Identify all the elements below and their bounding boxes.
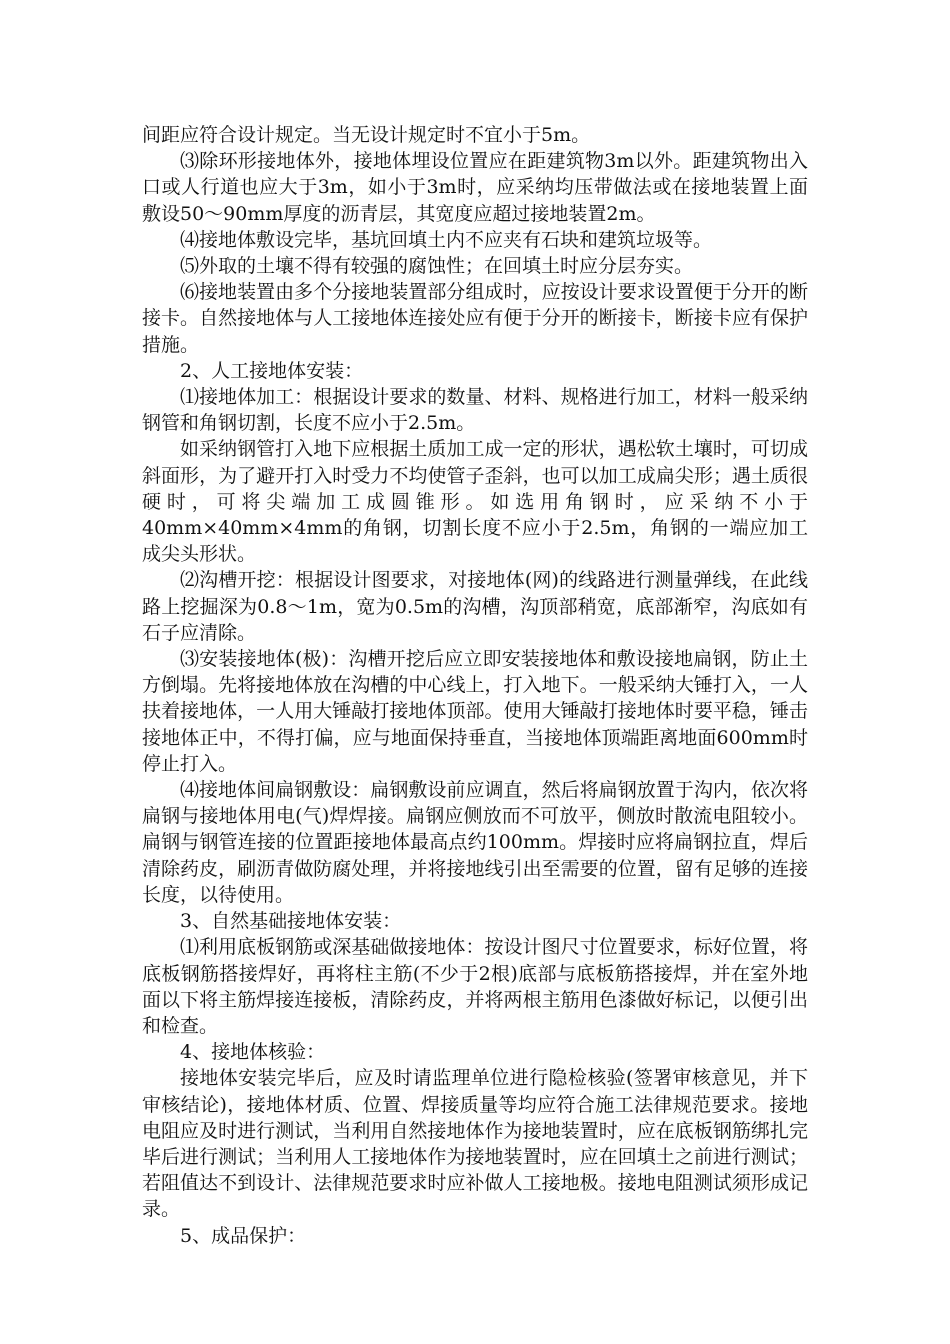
- document-body: [142, 122, 808, 1249]
- section-heading-5-product-protection: 5、成品保护：: [180, 1224, 307, 1247]
- paragraph-item-6-disconnect-clamp: ⑹接地装置由多个分接地装置部分组成时，应按设计要求设置便于分开的断接卡。自然接地体与人工接地体连接处应有便于分开的断接卡，断接卡应有保护措施。: [142, 281, 808, 356]
- paragraph-item-4-backfill: ⑷接地体敷设完毕，基坑回填土内不应夹有石块和建筑垃圾等。: [180, 228, 713, 251]
- paragraph-item-5-soil: ⑸外取的土壤不得有较强的腐蚀性；在回填土时应分层夯实。: [180, 255, 694, 278]
- paragraph-item-3-install-electrode: ⑶安装接地体(极)：沟槽开挖后应立即安装接地体和敷设接地扁钢，防止土方倒塌。先将接地体放在沟槽的中心线上，打入地下。一般采纳大锤打入，一人扶着接地体，一人用大锤敲打接地体顶部。使用大锤敲打接地体时要平稳，锤击接地体正中，不得打偏，应与地面保持垂直，当接地体顶端距离地面600mm时停止打入。: [142, 648, 808, 775]
- paragraph-item-2-trench: ⑵沟槽开挖：根据设计图要求，对接地体(网)的线路进行测量弹线，在此线路上挖掘深为0.8～1m，宽为0.5m的沟槽，沟顶部稍宽，底部渐窄，沟底如有石子应清除。: [142, 569, 808, 644]
- paragraph-inspection-details: 接地体安装完毕后，应及时请监理单位进行隐检核验(签署审核意见，并下审核结论)，接地体材质、位置、焊接质量等均应符合施工法律规范要求。接地电阻应及时进行测试，当利用自然接地体作为接地装置时，应在底板钢筋绑扎完毕后进行测试；当利用人工接地体作为接地装置时，应在回填土之前进行测试；若阻值达不到设计、法律规范要求时应补做人工接地极。接地电阻测试须形成记录。: [142, 1067, 808, 1221]
- section-heading-3-natural-foundation: 3、自然基础接地体安装：: [180, 910, 402, 933]
- section-heading-4-inspection: 4、接地体核验：: [180, 1041, 326, 1064]
- paragraph-item-3-burial-position: ⑶除环形接地体外，接地体埋设位置应在距建筑物3m以外。距建筑物出入口或人行道也应大于3m，如小于3m时，应采纳均压带做法或在接地装置上面敷设50～90mm厚度的沥青层，其宽度应超过接地装置2m。: [142, 150, 808, 225]
- paragraph-steel-pipe-shaping: 如采纳钢管打入地下应根据土质加工成一定的形状，遇松软土壤时，可切成斜面形，为了避开打入时受力不均使管子歪斜，也可以加工成扁尖形；遇土质很硬时，可将尖端加工成圆锥形。如选用角钢时，应采纳不小于40mm×40mm×4mm的角钢，切割长度不应小于2.5m，角钢的一端应加工成尖头形状。: [142, 438, 808, 566]
- paragraph-item-4-flat-steel: ⑷接地体间扁钢敷设：扁钢敷设前应调直，然后将扁钢放置于沟内，依次将扁钢与接地体用电(气)焊焊接。扁钢应侧放而不可放平，侧放时散流电阻较小。扁钢与钢管连接的位置距接地体最高点约100mm。焊接时应将扁钢拉直，焊后清除药皮，刷沥青做防腐处理，并将接地线引出至需要的位置，留有足够的连接长度，以待使用。: [142, 779, 808, 906]
- section-heading-2-artificial-grounding: 2、人工接地体安装：: [180, 359, 364, 382]
- paragraph-spacing-rule: 间距应符合设计规定。当无设计规定时不宜小于5m。: [142, 124, 591, 146]
- paragraph-item-1-rebar-grounding: ⑴利用底板钢筋或深基础做接地体：按设计图尺寸位置要求，标好位置，将底板钢筋搭接焊好，再将柱主筋(不少于2根)底部与底板筋搭接焊，并在室外地面以下将主筋焊接连接板，清除药皮，并将两根主筋用色漆做好标记，以便引出和检查。: [142, 936, 808, 1037]
- paragraph-item-1-processing: ⑴接地体加工：根据设计要求的数量、材料、规格进行加工，材料一般采纳钢管和角钢切割，长度不应小于2.5m。: [142, 386, 808, 435]
